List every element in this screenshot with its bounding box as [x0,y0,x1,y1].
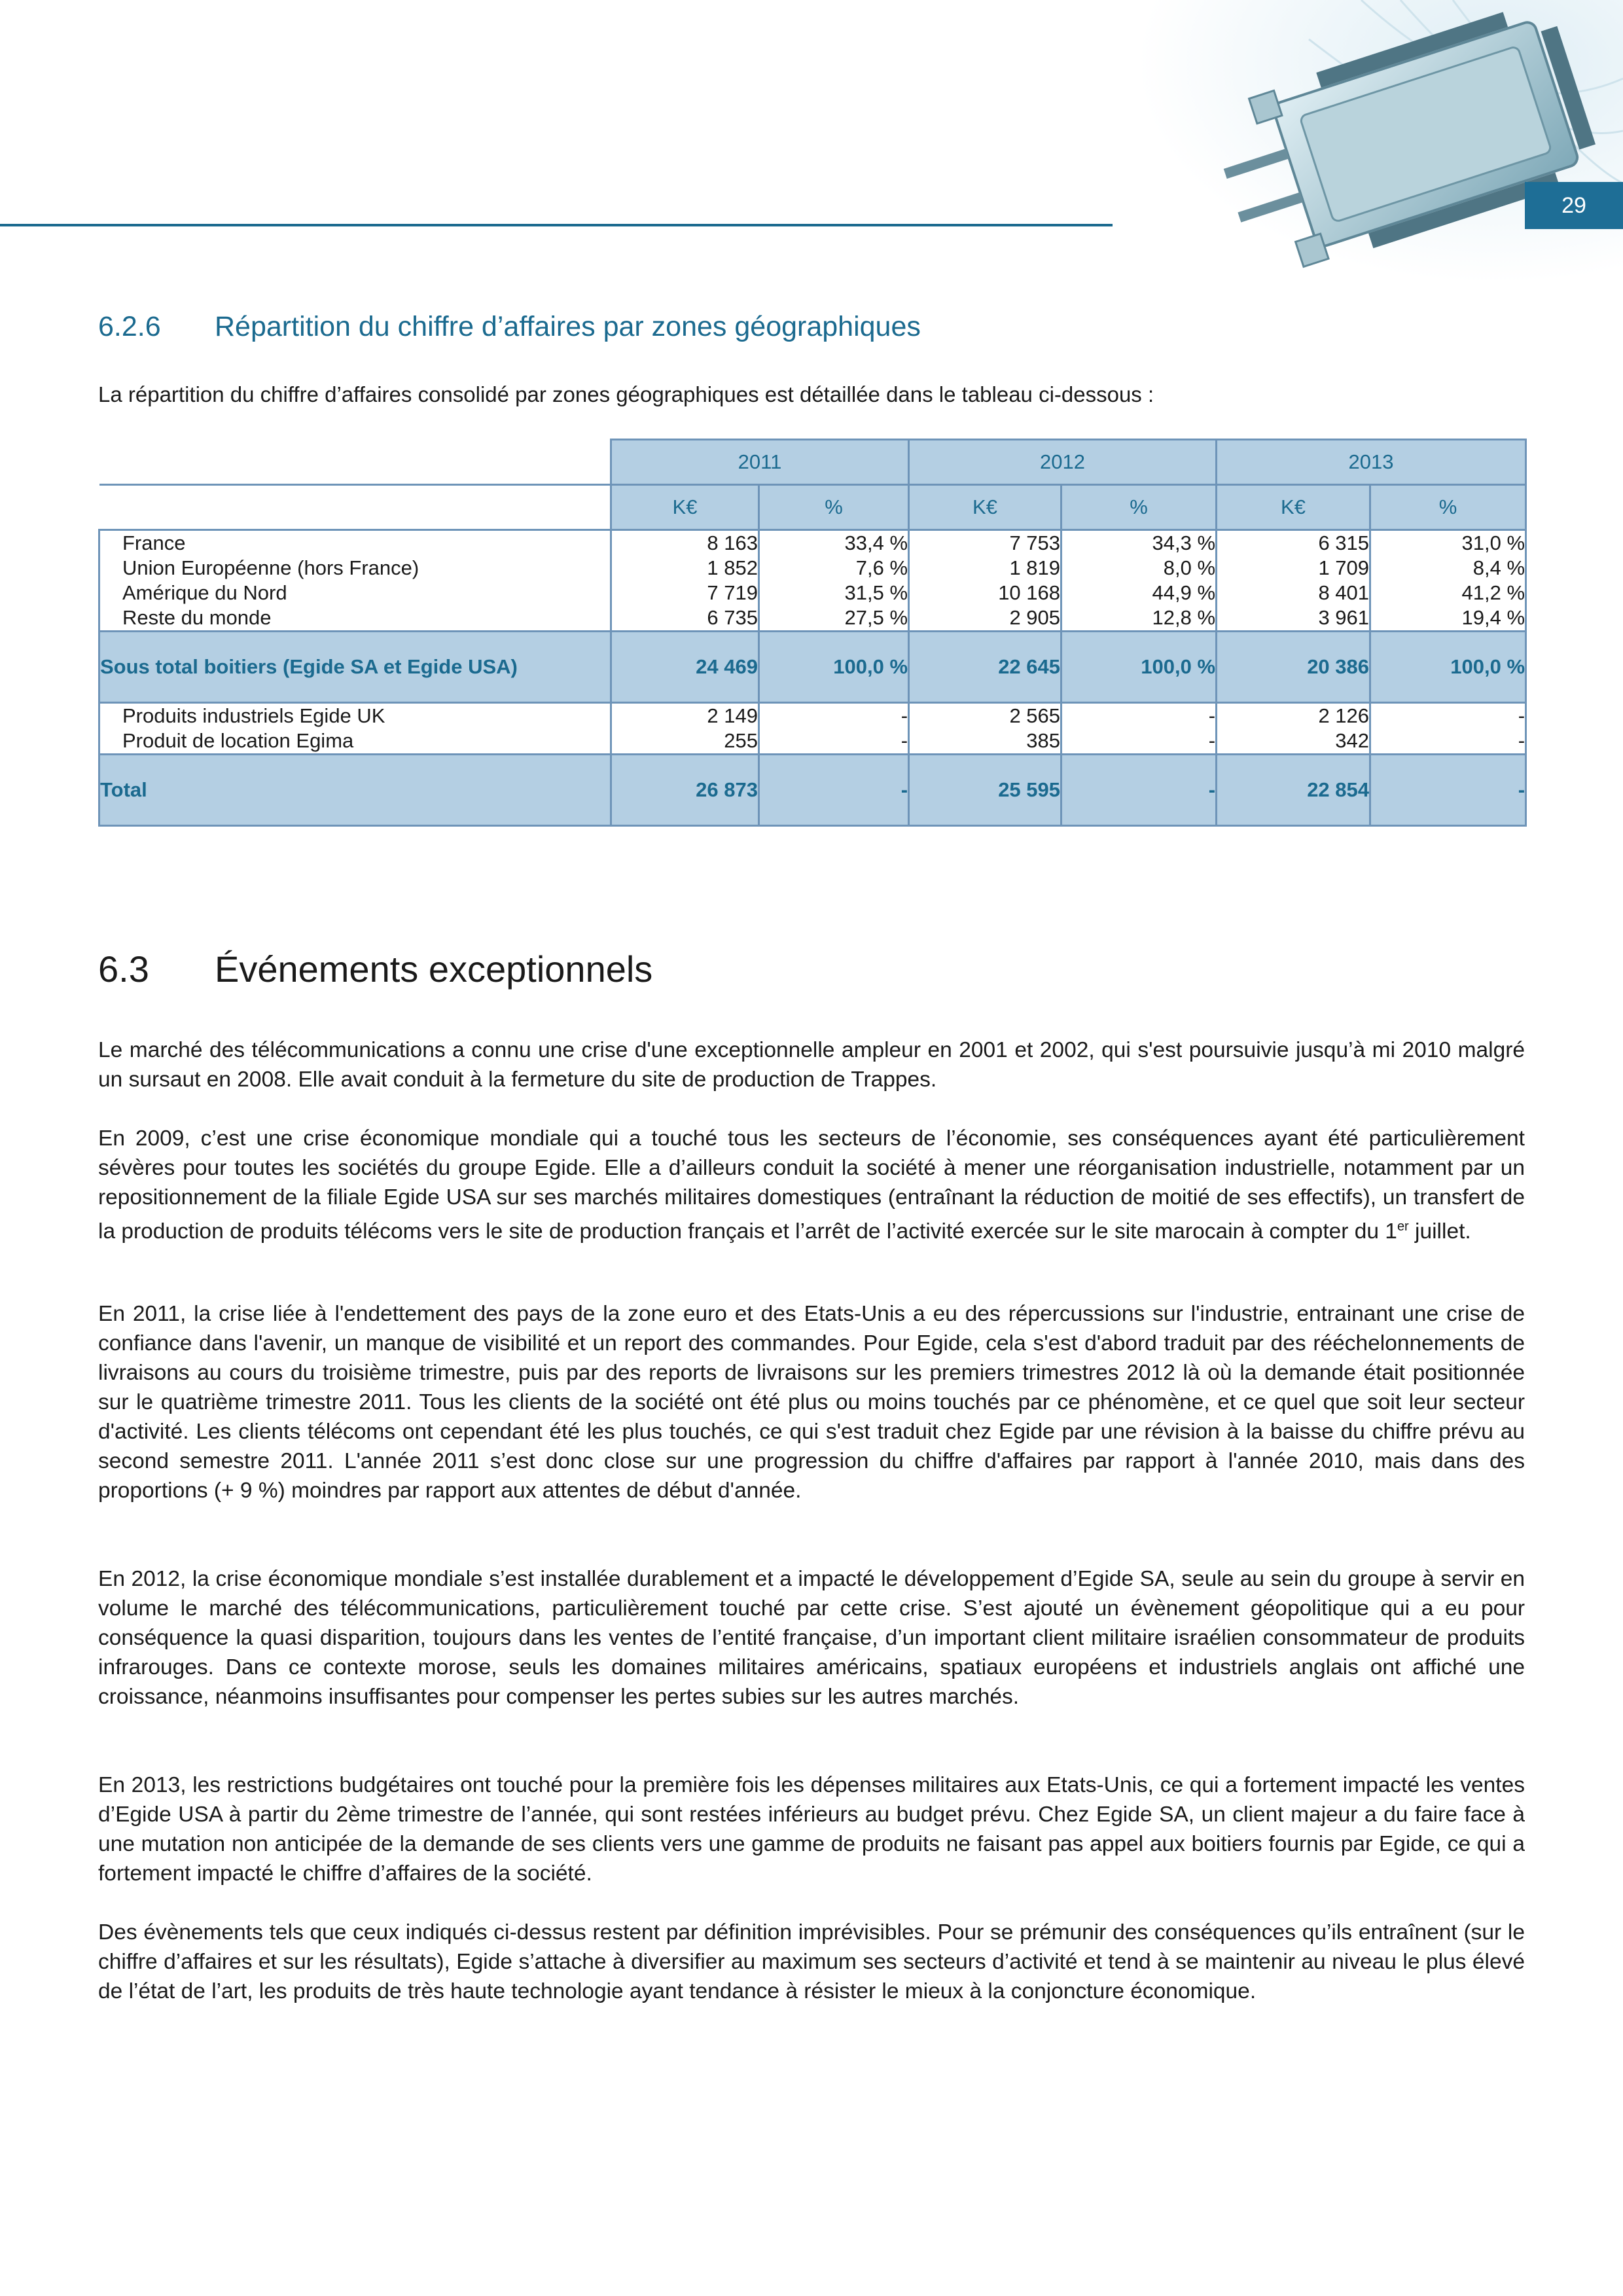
cell: - [1370,755,1526,826]
cell: 7 753 [1009,531,1061,554]
col-2012-pct [1061,530,1217,632]
cell: 100,0 % [1061,632,1217,703]
col-2012-pct [1061,703,1217,755]
cell: - [1061,755,1217,826]
cell: 1 709 [1318,556,1370,579]
paragraph-text: En 2009, c’est une crise économique mondiale qui a touché tous les secteurs de l’économie, ses conséquences ayant été particulièrement sévères pour toutes les sociétés du groupe Egide. Elle a d’ailleurs conduit la société à mener une réorganisation industrielle, notamment par un repositionnement de la filiale Egide USA sur ses marchés militaires domestiques (entraînant la réduction de moitié de ses effectifs), un transfert de la production de produits télécoms vers le site de production français et l’arrêt de l’activité exercée sur le site marocain à compter du 1 [98,1126,1525,1244]
region-label: Union Européenne (hors France) [122,556,419,579]
header-blank [99,485,611,530]
region-label: Amérique du Nord [122,581,287,604]
col-2011-pct [759,530,909,632]
cell: - [1518,729,1525,752]
other-labels [99,703,611,755]
unit-header: K€ [1217,485,1370,530]
cell: 33,4 % [844,531,908,554]
col-2013-pct [1370,703,1526,755]
cell: 41,2 % [1461,581,1525,604]
paragraph: Des évènements tels que ceux indiqués ci-dessus restent par définition imprévisibles. Pour se prémunir des conséquences qu’ils entraînent (sur le chiffre d’affaires et sur les résultats), Egide s’attache à diversifier au maximum ses secteurs d’activité et tend à se maintenir au niveau le plus élevé de l’état de l’art, les produits de très haute technologie ayant tendance à résister le mieux à la conjoncture économique. [98,1920,1525,2003]
unit-header: K€ [909,485,1061,530]
cell: 6 315 [1318,531,1370,554]
cell: 25 595 [909,755,1061,826]
cell: 22 854 [1217,755,1370,826]
col-2012-ke [909,530,1061,632]
region-labels [99,530,611,632]
unit-header: % [759,485,909,530]
total-label: Total [99,755,611,826]
cell: 8 401 [1318,581,1370,604]
superscript: er [1397,1219,1409,1234]
cell: - [901,729,908,752]
header-product-image [1113,0,1623,314]
cell: 7,6 % [855,556,908,579]
cell: 6 735 [707,606,758,629]
unit-header: % [1061,485,1217,530]
cell: 7 719 [707,581,758,604]
cell: 2 126 [1318,704,1370,727]
cell: 22 645 [909,632,1061,703]
revenue-table [98,439,1527,827]
section2-number: 6.3 [98,948,149,990]
region-label: Reste du monde [122,606,272,629]
cell: 255 [724,729,758,752]
cell: 24 469 [611,632,759,703]
cell: 100,0 % [759,632,909,703]
cell: - [1208,729,1216,752]
unit-header: K€ [611,485,759,530]
section2-title: Événements exceptionnels [215,948,653,990]
paragraph: En 2013, les restrictions budgétaires ont touché pour la première fois les dépenses militaires aux Etats-Unis, ce qui a fortement impacté les ventes d’Egide USA à partir du 2ème trimestre de l’année, qui sont restées inférieurs au budget prévu. Chez Egide SA, un client majeur a du faire face à une mutation non anticipée de la demande de ses clients vers une gamme de produits ne faisant pas appel aux boitiers fournis par Egide, ce qui a fortement impacté le chiffre d’affaires de la société. [98,1773,1525,1886]
total-row [99,755,1526,826]
paragraph-text: juillet. [1408,1219,1471,1244]
unit-header-row [99,485,1526,530]
cell: - [1208,704,1216,727]
cell: 8,0 % [1163,556,1216,579]
cell: 1 819 [1009,556,1061,579]
section-intro: La répartition du chiffre d’affaires consolidé par zones géographiques est détaillée dans le tableau ci-dessous : [98,382,1154,406]
region-rows [99,530,1526,632]
cell: 385 [1026,729,1061,752]
col-2013-ke [1217,530,1370,632]
cell: 342 [1335,729,1370,752]
subtotal-label: Sous total boitiers (Egide SA et Egide USA) [99,632,611,703]
cell: 8 163 [707,531,758,554]
cell: 27,5 % [844,606,908,629]
year-header-row [99,440,1526,485]
paragraph: Le marché des télécommunications a connu une crise d'une exceptionnelle ampleur en 2001 et 2002, qui s'est poursuivie jusqu’à mi 2010 malgré un sursaut en 2008. Elle avait conduit à la fermeture du site de production de Trappes. [98,1038,1525,1092]
region-label: France [122,531,186,554]
cell: 2 565 [1009,704,1061,727]
paragraph: En 2011, la crise liée à l'endettement des pays de la zone euro et des Etats-Unis a eu des répercussions sur l'industrie, entrainant une crise de confiance dans l'avenir, un manque de visibilité et un report des commandes. Pour Egide, cela s'est d'abord traduit par des rééchelonnements de livraisons au cours du troisième trimestre, puis par des reports de livraisons sur les premiers trimestres 2012 là où la demande était positionnée sur le quatrième trimestre 2011. Tous les clients de la société ont été plus ou moins touchés par ce phénomène, et ce quel que soit leur secteur d'activité. Les clients télécoms ont cependant été les plus touchés, ce qui s'est traduit chez Egide par une révision à la baisse du chiffre prévu au second semestre 2011. L'année 2011 s’est donc close sur une progression du chiffre d'affaires par rapport à l'année 2010, mais dans des proportions (+ 9 %) moindres par rapport aux attentes de début d'année. [98,1302,1525,1503]
cell: 20 386 [1217,632,1370,703]
col-2013-pct [1370,530,1526,632]
page-number: 29 [1525,182,1623,229]
other-rows [99,703,1526,755]
other-label: Produits industriels Egide UK [122,704,385,727]
col-2012-ke [909,703,1061,755]
cell: 100,0 % [1370,632,1526,703]
col-2011-ke [611,530,759,632]
other-label: Produit de location Egima [122,729,354,752]
header-rule [0,224,1113,226]
cell: 3 961 [1318,606,1370,629]
unit-header: % [1370,485,1526,530]
year-header: 2011 [611,440,909,485]
section2-heading [98,948,652,990]
cell: 10 168 [998,581,1061,604]
col-2011-pct [759,703,909,755]
cell: 2 905 [1009,606,1061,629]
cell: 1 852 [707,556,758,579]
col-2011-ke [611,703,759,755]
cell: 34,3 % [1152,531,1216,554]
cell: - [901,704,908,727]
section-number: 6.2.6 [98,311,161,342]
header-blank [99,440,611,485]
cell: 31,5 % [844,581,908,604]
paragraph: En 2012, la crise économique mondiale s’est installée durablement et a impacté le développement d’Egide SA, seule au sein du groupe à servir en volume le marché des télécommunications, particulièrement touché par cette crise. S’est ajouté un évènement géopolitique qui a eu pour conséquence la quasi disparition, toujours dans les ventes de l’entité française, d’un important client militaire israélien consommateur de produits infrarouges. Dans ce contexte morose, seuls les domaines militaires américains, spatiaux européens et industriels anglais ont affiché une croissance, néanmoins insuffisantes pour compenser les pertes subies sur les autres marchés. [98,1567,1525,1709]
cell: 31,0 % [1461,531,1525,554]
subtotal-row [99,632,1526,703]
section-heading [98,311,921,343]
cell: 19,4 % [1461,606,1525,629]
cell: 26 873 [611,755,759,826]
col-2013-ke [1217,703,1370,755]
paragraph [98,1124,1525,1246]
section-title: Répartition du chiffre d’affaires par zones géographiques [215,311,921,342]
cell: 12,8 % [1152,606,1216,629]
year-header: 2013 [1217,440,1526,485]
year-header: 2012 [909,440,1217,485]
cell: 2 149 [707,704,758,727]
cell: - [759,755,909,826]
cell: - [1518,704,1525,727]
cell: 44,9 % [1152,581,1216,604]
cell: 8,4 % [1472,556,1525,579]
